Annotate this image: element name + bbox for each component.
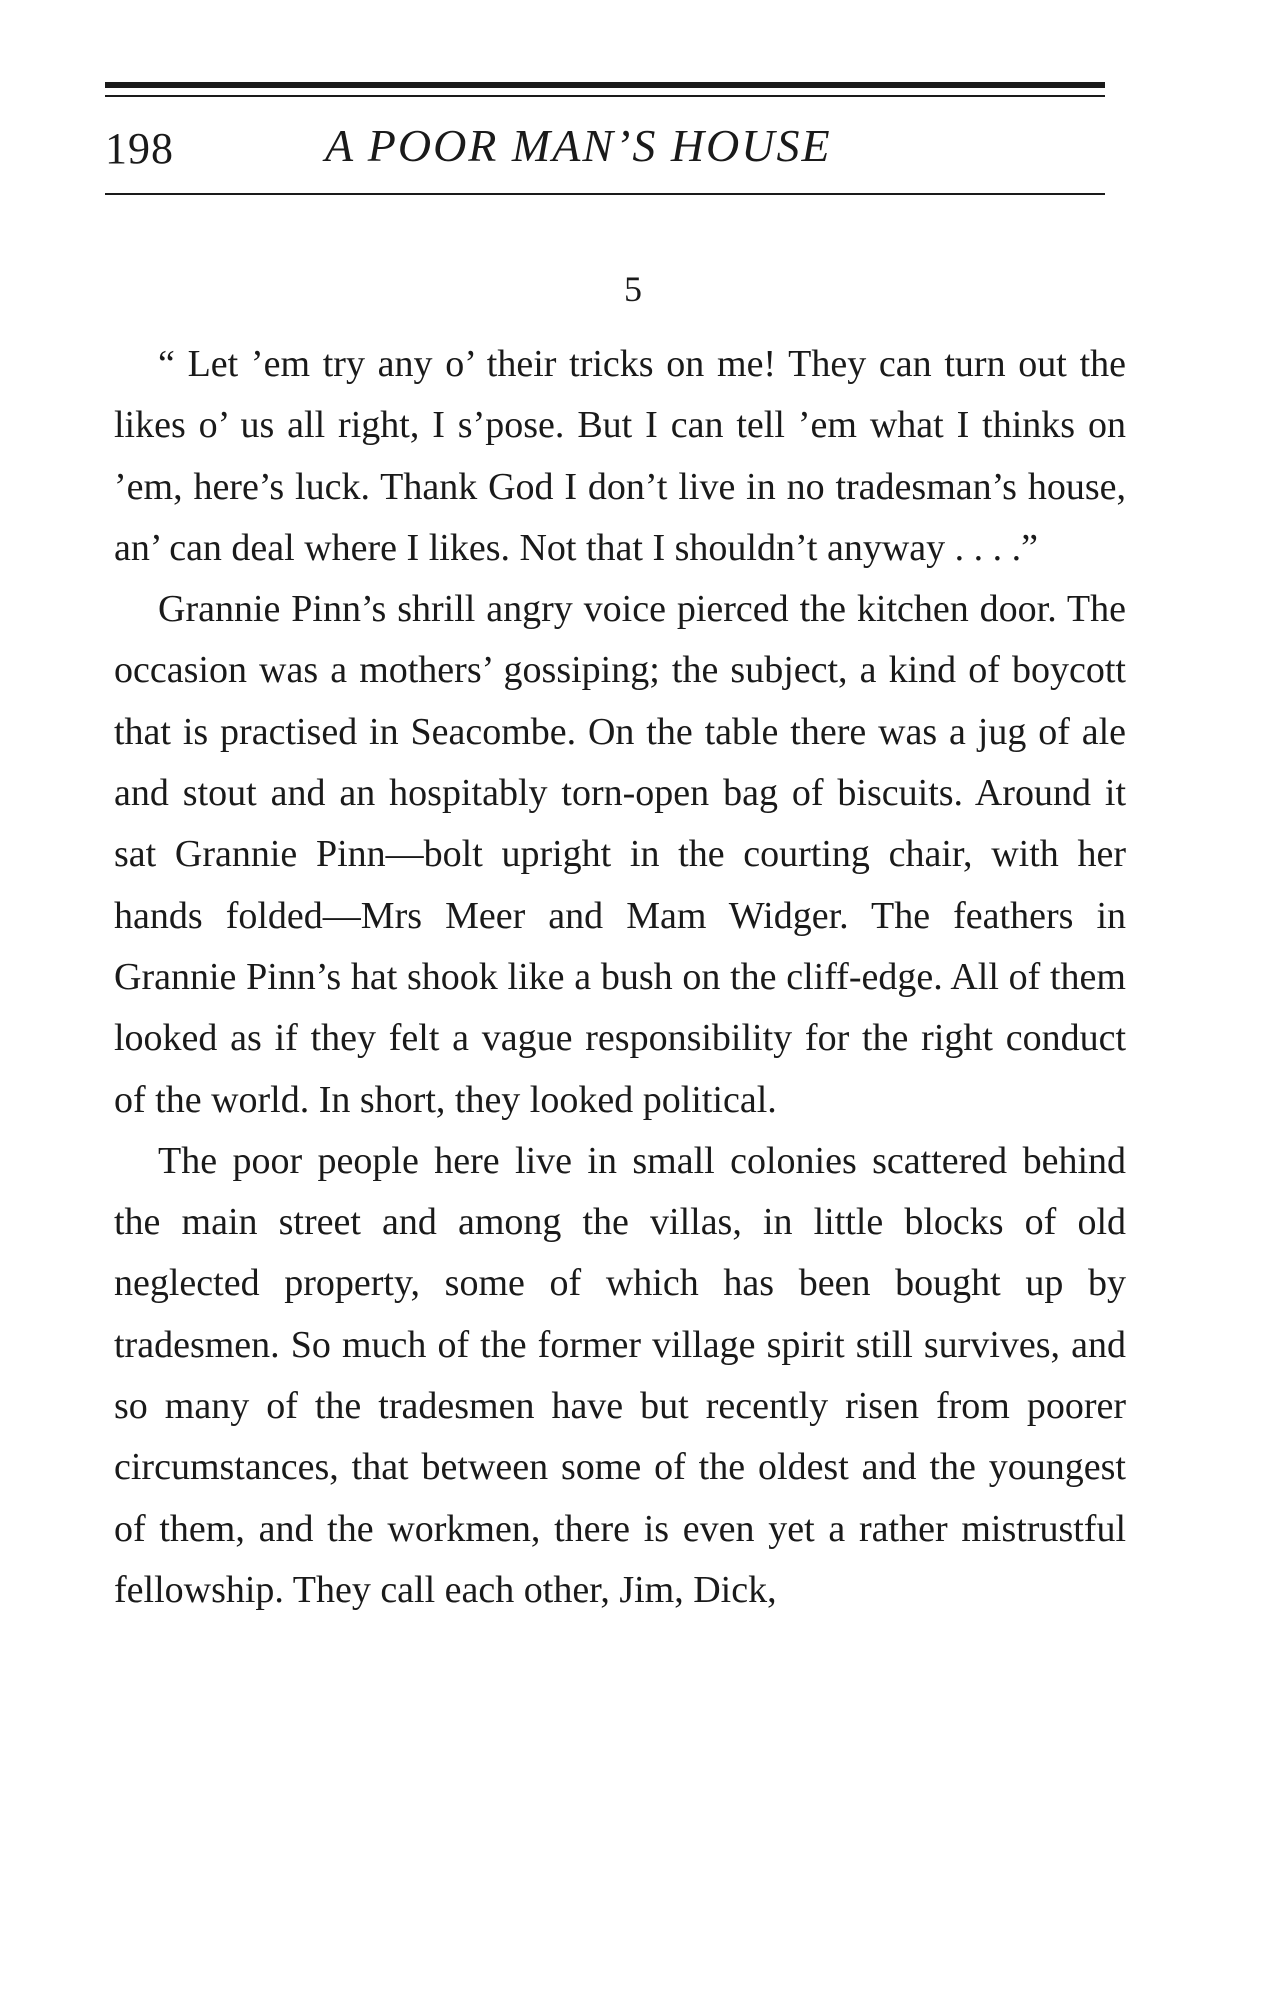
page-number: 198 xyxy=(105,124,174,173)
body-text xyxy=(114,334,1126,1621)
running-title: A POOR MAN’S HOUSE xyxy=(325,120,832,171)
header-rule-thick xyxy=(105,82,1105,88)
header-rule-thin xyxy=(105,95,1105,97)
paragraph: Grannie Pinn’s shrill angry voice pierced the kitchen door. The occasion was a mothers’ gossiping; the subject, a kind of boycott that is practised in Seacombe. On the table there was a jug of ale and stout and an hospitably torn-open bag of biscuits. Around it sat Grannie Pinn—bolt upright in the courting chair, with her hands folded—Mrs Meer and Mam Widger. The feathers in Grannie Pinn’s hat shook like a bush on the cliff-edge. All of them looked as if they felt a vague responsibility for the right conduct of the world. In short, they looked political. xyxy=(114,588,1126,1121)
running-header xyxy=(105,115,1105,185)
header-rule-bottom xyxy=(105,193,1105,195)
paragraph: “ Let ’em try any o’ their tricks on me! They can turn out the likes o’ us all right, I s’pose. But I can tell ’em what I thinks on ’em, here’s luck. Thank God I don’t live in no tradesman’s house, an’ can deal where I likes. Not that I shouldn’t anyway . . . .” xyxy=(114,343,1126,569)
section-number: 5 xyxy=(624,269,642,309)
paragraph: The poor people here live in small colonies scattered behind the main street and among the villas, in little blocks of old neglected property, some of which has been bought up by tradesmen. So much of the former village spirit still survives, and so many of the tradesmen have but recently risen from poorer circumstances, that between some of the oldest and the youngest of them, and the workmen, there is even yet a rather mistrustful fellowship. They call each other, Jim, Dick, xyxy=(114,1139,1126,1611)
